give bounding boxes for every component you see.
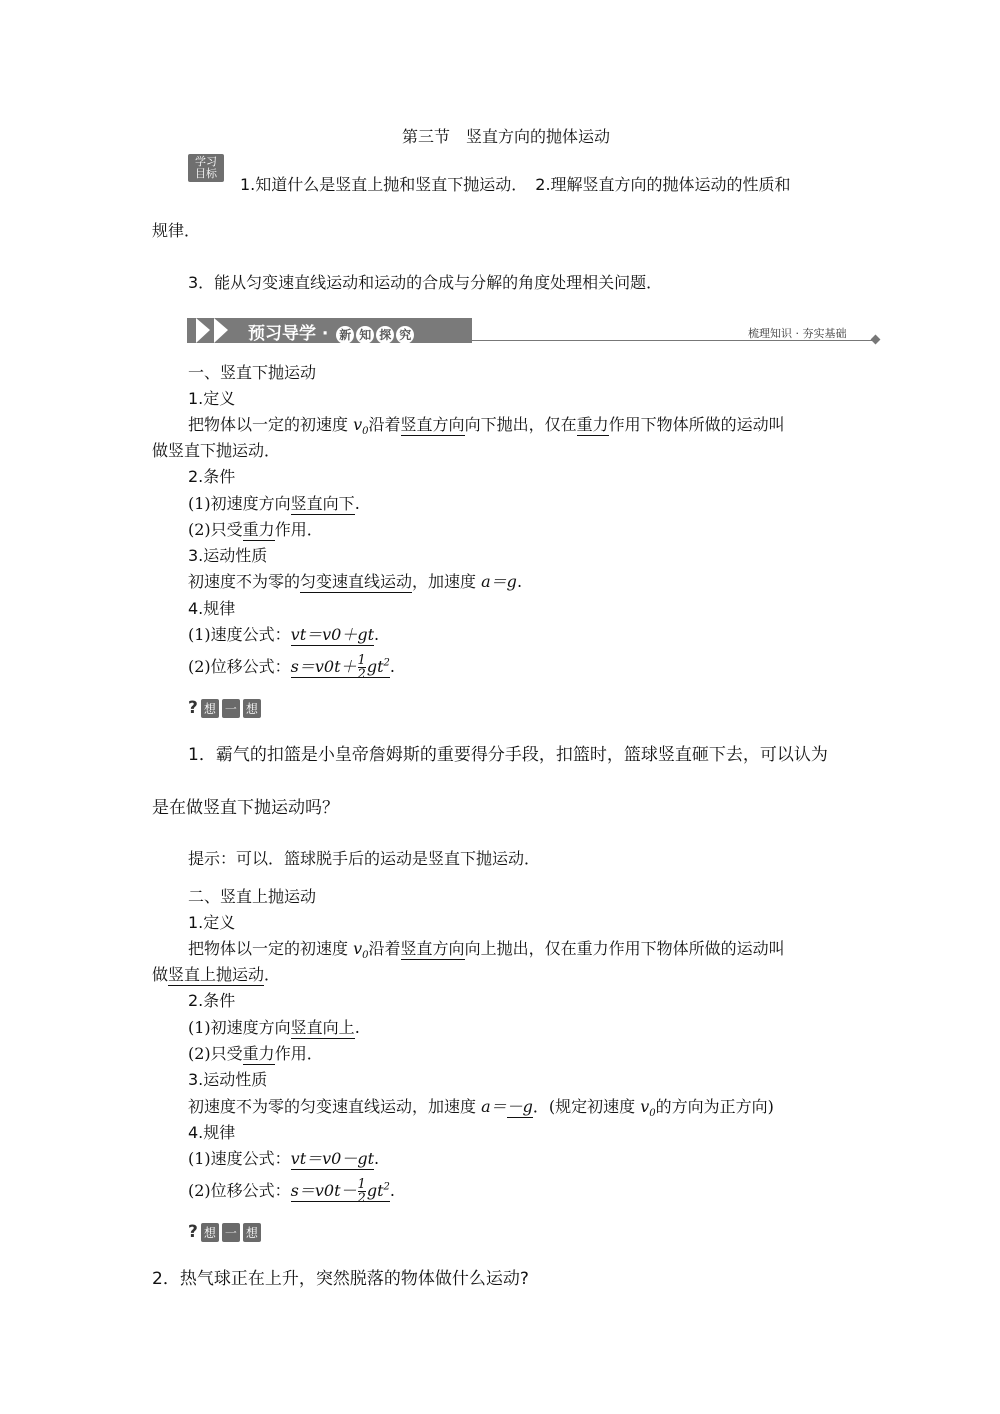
badge-bottom: 目标 [195,167,217,180]
question-1-line2: 是在做竖直下抛运动吗？ [152,798,339,818]
think-char: 想 [201,699,219,718]
text: (1)初速度方向 [188,494,291,513]
blank-answer: 竖直上抛运动 [168,965,265,984]
blank-answer: 竖直方向 [400,415,465,434]
equation: a＝g [481,572,517,591]
section2-law2 [188,1178,395,1205]
text: 向下抛出，仅在 [464,415,577,434]
v0-symbol: $v_0$ [353,415,369,438]
text: 作用． [274,1044,323,1063]
text: 做 [152,965,169,984]
think-label [188,1222,261,1242]
question-1-line1: 1．霸气的扣篮是小皇帝詹姆斯的重要得分手段，扣篮时，篮球竖直砸下去，可以认为 [188,745,828,765]
text: . [374,625,380,644]
displacement-formula: s＝v0t＋ $\frac{1}{2}$ $gt^2$ [290,653,390,682]
section1-cond1 [188,491,360,514]
section1-law1 [188,622,379,645]
section1-law2 [188,654,395,681]
text: 作用． [274,520,323,539]
section2-law-title: 4.规律 [188,1123,236,1142]
banner-dot: · [321,324,329,344]
text: ，加速度 [412,572,477,591]
text: (2)位移公式： [188,657,291,676]
question-icon: ? [188,1222,198,1242]
v0-symbol: $v_0$ [640,1097,656,1120]
text: . [354,1018,360,1037]
text: 沿着 [368,939,401,958]
hint-1: 提示：可以．篮球脱手后的运动是竖直下抛运动． [188,849,541,868]
question-2: 2．热气球正在上升，突然脱落的物体做什么运动? [152,1269,529,1289]
velocity-formula: vt＝v0＋gt [290,625,375,644]
text: (1)速度公式： [188,1149,291,1168]
text: 向上抛出，仅在重力作用下物体所做的运动叫 [464,939,785,958]
section2-def-title: 1.定义 [188,913,236,932]
text: . [516,572,523,591]
think-char: 一 [222,699,240,718]
blank-answer: 竖直方向 [400,939,465,958]
section1-cond-title: 2.条件 [188,467,236,486]
equation: a＝ [481,1097,507,1116]
banner-right-text: 梳理知识 · 夯实基础 [748,327,847,340]
text: . [389,657,395,676]
think-char: 想 [243,699,261,718]
section1-nature-title: 3.运动性质 [188,546,268,565]
chevron-icon [196,318,210,343]
section1-def-line [188,412,785,437]
badge-top: 学习 [195,155,217,168]
section2-law1 [188,1146,379,1169]
chevron-icon [214,318,228,343]
banner-left-text: 预习导学 [248,324,316,344]
section2-cond1 [188,1015,360,1038]
section2-cond-title: 2.条件 [188,991,236,1010]
text: . [374,1149,380,1168]
question-icon: ? [188,698,198,718]
text: ． [264,965,281,984]
velocity-formula: vt＝v0－gt [290,1149,375,1168]
blank-answer: 竖直向上 [290,1018,355,1037]
blank-answer: 重力 [576,415,609,434]
banner-circle-3: 探 [376,326,394,344]
section2-nature-title: 3.运动性质 [188,1070,268,1089]
section1-def-cont: 做竖直下抛运动． [152,441,281,460]
text: 初速度不为零的 [188,572,301,591]
diamond-icon [871,335,881,345]
text: 作用下物体所做的运动叫 [608,415,785,434]
blank-answer: －g [506,1097,533,1116]
page-title: 第三节 竖直方向的抛体运动 [402,127,611,146]
blank-answer: 匀变速直线运动 [300,572,413,591]
section2-heading: 二、竖直上抛运动 [188,887,317,906]
think-label [188,698,261,718]
text: 的方向为正方向) [655,1097,774,1116]
banner-circle-2: 知 [356,326,374,344]
banner-circle-1: 新 [336,326,354,344]
text: 初速度不为零的匀变速直线运动，加速度 [188,1097,477,1116]
section1-def-title: 1.定义 [188,389,236,408]
think-char: 想 [201,1223,219,1242]
blank-answer: 重力 [242,1044,275,1063]
think-char: 想 [243,1223,261,1242]
text: (1)初速度方向 [188,1018,291,1037]
text: ．(规定初速度 [532,1097,636,1116]
think-char: 一 [222,1223,240,1242]
section2-def-line [188,936,785,961]
text: (2)只受 [188,1044,243,1063]
text: 把物体以一定的初速度 [188,939,349,958]
goal-line-2: 3．能从匀变速直线运动和运动的合成与分解的角度处理相关问题． [188,273,663,292]
section2-nature [188,1094,774,1119]
section1-nature [188,569,522,592]
text: 沿着 [368,415,401,434]
text: (2)位移公式： [188,1181,291,1200]
section2-cond2 [188,1041,323,1064]
banner-circle-4: 究 [396,326,414,344]
section1-cond2 [188,517,323,540]
banner-title [248,319,414,344]
text: 把物体以一定的初速度 [188,415,349,434]
goal-line-1: 1.知道什么是竖直上抛和竖直下抛运动． 2.理解竖直方向的抛体运动的性质和 [240,175,791,194]
text: (1)速度公式： [188,625,291,644]
text: . [389,1181,395,1200]
v0-symbol: $v_0$ [353,939,369,962]
learning-goals-badge [188,154,224,182]
blank-answer: 重力 [242,520,275,539]
text: (2)只受 [188,520,243,539]
blank-answer: 竖直向下 [290,494,355,513]
section1-heading: 一、竖直下抛运动 [188,363,317,382]
section1-law-title: 4.规律 [188,599,236,618]
displacement-formula: s＝v0t－ $\frac{1}{2}$ $gt^2$ [290,1177,390,1206]
goal-line-1-cont: 规律． [152,221,201,240]
section2-def-cont [152,962,280,985]
text: . [354,494,360,513]
